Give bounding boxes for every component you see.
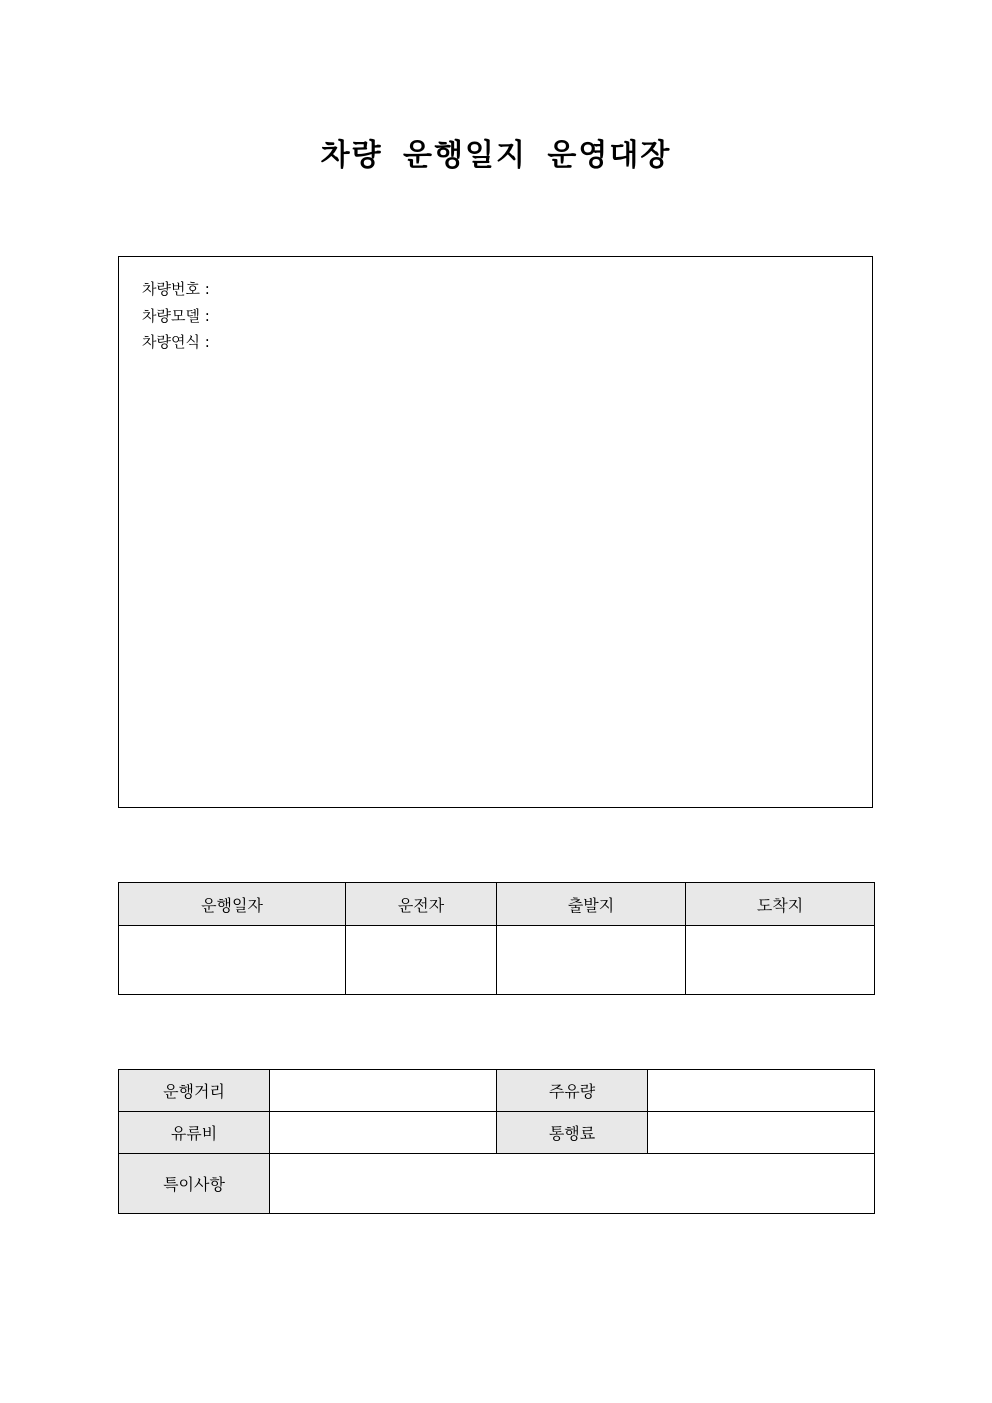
table-header-row (119, 883, 875, 926)
distance-label: 운행거리 (119, 1070, 270, 1112)
remarks-label: 특이사항 (119, 1154, 270, 1214)
remarks-cell[interactable] (270, 1154, 875, 1214)
header-driver: 운전자 (346, 883, 497, 926)
trip-date-cell[interactable] (119, 926, 346, 995)
toll-cell[interactable] (648, 1112, 875, 1154)
table-row (119, 1112, 875, 1154)
fuel-amount-label: 주유량 (497, 1070, 648, 1112)
arrival-cell[interactable] (686, 926, 875, 995)
vehicle-number-label: 차량번호 : (142, 280, 210, 298)
fuel-cost-cell[interactable] (270, 1112, 497, 1154)
fuel-cost-label: 유류비 (119, 1112, 270, 1154)
header-arrival: 도착지 (686, 883, 875, 926)
trip-log-table (118, 882, 875, 995)
vehicle-year-label: 차량연식 : (142, 333, 210, 351)
toll-label: 통행료 (497, 1112, 648, 1154)
table-row (119, 1070, 875, 1112)
table-row (119, 1154, 875, 1214)
distance-cell[interactable] (270, 1070, 497, 1112)
trip-summary-table (118, 1069, 875, 1214)
table-row (119, 926, 875, 995)
header-departure: 출발지 (497, 883, 686, 926)
fuel-amount-cell[interactable] (648, 1070, 875, 1112)
departure-cell[interactable] (497, 926, 686, 995)
vehicle-info-box (118, 256, 873, 808)
vehicle-model-label: 차량모델 : (142, 306, 210, 325)
header-trip-date: 운행일자 (119, 883, 346, 926)
page-title: 차량 운행일지 운영대장 (320, 138, 672, 173)
driver-cell[interactable] (346, 926, 497, 995)
